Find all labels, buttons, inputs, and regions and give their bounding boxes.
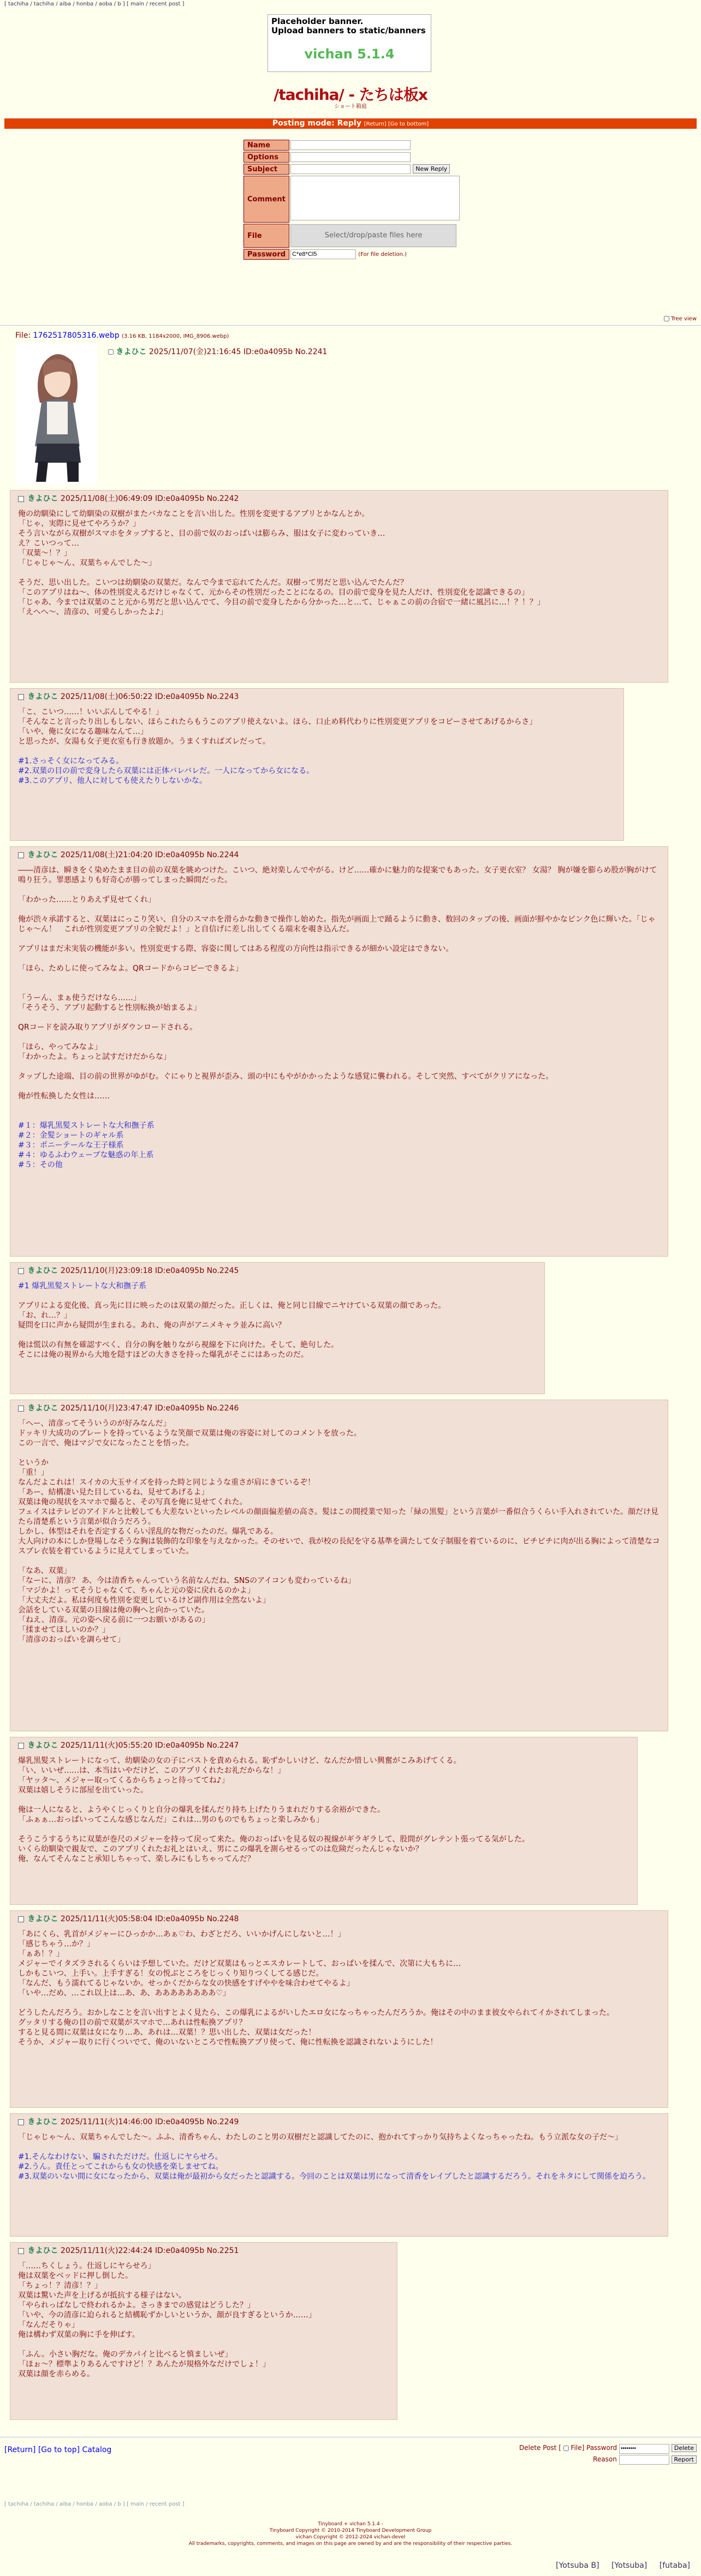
name-input[interactable] [290, 140, 411, 150]
reply-post [10, 688, 624, 841]
reply-body-line: #1.さっそく女になってみる。 [18, 757, 124, 766]
reply-body-line: 「やられっぱなしで終われるかよ。さっきまでの感覚はどうした？」 [18, 2301, 255, 2310]
posting-mode-bar [4, 118, 697, 129]
reply-body-line [18, 2340, 391, 2350]
reply-intro [18, 1741, 632, 1750]
reply-body-line [18, 746, 618, 756]
reply-body-line: 「ふん。小さい胸だな。俺のデカパイと比べると慎ましいぜ」 [18, 2350, 233, 2359]
reply-body-line: 「へー、清彦ってそういうのが好みなんだ」 [18, 1419, 171, 1428]
reply-post [10, 2113, 668, 2237]
reply-intro [18, 2117, 662, 2127]
reply-body-line: 「ちょっ！？清彦！？」 [18, 2281, 102, 2290]
reply-body-line: というか [18, 1459, 49, 1467]
reply-body-line: 「揉ませてほしいのか？」 [18, 1625, 110, 1634]
reply-body-line: と思ったが、女湯も女子更衣室も行き放題か。うまくすればズレだって。 [18, 737, 270, 746]
reply-post [10, 1737, 638, 1905]
reply-date: 2025/11/08(土)21:04:20 [60, 851, 153, 859]
reply-body-line [18, 1556, 662, 1566]
reply-poster-id[interactable]: ID:e0a4095b [155, 692, 205, 701]
catalog-link[interactable]: Catalog [82, 2446, 112, 2454]
op-poster-name: きよひこ [116, 348, 147, 356]
reply-post-number[interactable]: No.2245 [206, 1266, 239, 1275]
reply-poster-name: きよひこ [27, 1266, 58, 1275]
tree-view-checkbox[interactable] [664, 316, 669, 321]
reply-date: 2025/11/11(火)22:44:24 [60, 2246, 153, 2255]
reply-post-number[interactable]: No.2242 [206, 494, 239, 503]
reply-body-line: 大人向けの本にしか登場しなそうな胸は装飾的な印象を与えなかった。そのせいで、我が校の長紀を守る基準を満たして女子制服を着ているのに、ビチピチに肉が出る胸によって清楚なコスプレ衣装を着ているように見えてしまっていた。 [18, 1537, 660, 1556]
reply-body [18, 1419, 662, 1645]
reply-body-line: 「ほぉ〜？標準よりあるんですけど！？あんたが規格外なだけでしょ！」 [18, 2360, 270, 2369]
reply-body-line: 「ぁあ！？」 [18, 1950, 64, 1958]
reply-body-line: そこには俺の視界から大地を隠すほどの大きさを持った爆乳がそこにはあったのだ。 [18, 1350, 308, 1359]
reply-body-line: メジャーでイタズラされるくらいは予想していた。だけど双葉はもっとエスカレートして、おっぱいを揉んで、次第に大もちに… [18, 1959, 461, 1968]
reply-body-line: 双葉は嬉しそうに部屋を出ていった。 [18, 1786, 148, 1795]
reply-body-line: 「じゃじゃ〜ん、双葉ちゃんでした〜。ふふ、清香ちゃん、わたしのこと男の双樹だと認識してたのに、抱かれてすっかり気持ちよくなっちゃったね。もう立派な女の子だ〜」 [18, 2133, 623, 2142]
report-button[interactable]: Report [672, 2455, 697, 2464]
reply-body-line [18, 1330, 539, 1340]
reply-post-number[interactable]: No.2251 [206, 2246, 239, 2255]
reply-poster-id[interactable]: ID:e0a4095b [155, 1915, 205, 1923]
reply-body-line: 「こ、こいつ……！いいぶんしてやる！」 [18, 708, 163, 716]
reply-intro [18, 1403, 662, 1413]
reply-body-line: 「そうそう、アプリ起動すると性別転換が始まるよ」 [18, 1003, 201, 1012]
comment-label: Comment [243, 176, 289, 223]
reply-poster-name: きよひこ [27, 692, 58, 701]
reply-body-line: 「ふぁぁ…おっぱいってこんな感じなんだ」これは…男のものでもちょっと楽しみかも」 [18, 1815, 324, 1824]
reply-body-line: #１：爆乳黒髪ストレートな大和撫子系 [18, 1121, 155, 1130]
file-dropzone[interactable]: Select/drop/paste files here [290, 224, 456, 247]
reply-body-line: 俺、なんてそんなこと承知しちゃって、楽しみにもしちゃってんだ？ [18, 1855, 255, 1863]
banner-version: vichan 5.1.4 [304, 46, 395, 62]
reply-body-line: 「あにくら、乳首がメジャーにひっかか…あぁ♡わ、わざとだろ、いいかげんにしないと…！」 [18, 1930, 346, 1939]
reply-body-line: 「わかったよ。ちょっと試すだけだからな」 [18, 1053, 171, 1061]
reply-body-line: 「じゃ、実際に見せてやろうか？」 [18, 519, 140, 528]
reply-body-line: 「じゃじゃ〜ん、双葉ちゃんでした〜」 [18, 559, 156, 567]
reply-date: 2025/11/10(月)23:09:18 [60, 1266, 153, 1275]
file-label: File [243, 224, 289, 248]
banner-line-1: Placeholder banner. [271, 16, 364, 26]
reply-body-line [18, 2142, 662, 2152]
op-file-link[interactable]: 1762517805316.webp [33, 331, 120, 340]
reply-body-line: 俺が性転換した女性は…… [18, 1092, 110, 1101]
reply-body-line: #3.このアプリ、他人に対しても使えたりしないかな。 [18, 776, 207, 785]
reply-body-line: そうか、メジャー取りに行くついでて、俺のいないところで性転換アプリ使って、俺に性転換を認識されないようにした！ [18, 2038, 438, 2047]
reply-post-number[interactable]: No.2248 [206, 1915, 239, 1923]
reply-poster-name: きよひこ [27, 1915, 58, 1923]
posting-mode-label: Posting mode: Reply [272, 119, 361, 128]
reply-delete-checkbox[interactable] [18, 2119, 24, 2125]
op-post-date: 2025/11/07(金)21:16:45 [148, 348, 241, 356]
reply-delete-checkbox[interactable] [18, 694, 24, 700]
reply-post [10, 490, 668, 683]
reply-body-line: 「このアプリはね〜、体の性別変えるだけじゃなくて、元からその性別だったことになるの。目の前で変身を見た人だけ、性別変化を認識できるの」 [18, 588, 530, 597]
tree-view-toggle[interactable] [664, 316, 697, 322]
delete-password-input[interactable] [619, 2444, 669, 2454]
reply-delete-checkbox[interactable] [18, 1916, 24, 1922]
reply-body-line: #2.双葉の目の前で変身したら双葉には正体バレバレだ。一人になってから女になる。 [18, 767, 314, 775]
reply-post [10, 1400, 668, 1731]
post-form [242, 139, 461, 261]
reply-body-line: 「えへへ〜、清彦の、可愛らしかったよ♪」 [18, 608, 168, 617]
reply-body-line: 「い、いいぜ……は、本当はいやだけど、このアプリくれたお礼だからな！」 [18, 1766, 286, 1775]
reply-body-line: 「お、れ…？」 [18, 1311, 72, 1320]
options-input[interactable] [290, 152, 411, 162]
reply-body-line: そうこうするうちに双葉が巻尺のメジャーを持って戻って来た。俺のおっぱいを見る奴の視線がギラギラして、股間がグレテント張ってる気がした。 [18, 1835, 530, 1844]
reply-body-line: 「ヤッタ〜、メジャー取ってくるからちょっと待っててね♪」 [18, 1776, 229, 1785]
name-label: Name [243, 140, 289, 151]
op-post-number[interactable]: No.2241 [295, 348, 328, 356]
reply-body-line: そう言いながら双樹がスマホをタップすると、目の前で奴のおっぱいは膨らみ、服は女子に変わっていき… [18, 529, 385, 538]
op-file-meta: (3.16 KB, 1184x2000, IMG_8906.webp) [122, 333, 229, 339]
reply-delete-checkbox[interactable] [18, 1406, 24, 1412]
reply-body-line: 「いや…だめ、…これ以上は…あ、あ、ああああああああ♡」 [18, 1989, 230, 1998]
delete-post-label: Delete Post [ [519, 2444, 561, 2452]
op-delete-checkbox[interactable] [108, 349, 114, 355]
reply-poster-name: きよひこ [27, 851, 58, 859]
tree-view-label: Tree view [670, 316, 697, 322]
reply-body-line: 会話をしている双葉の目線は俺の胸へと向かっていた。 [18, 1606, 209, 1615]
reply-body-line [18, 1013, 662, 1023]
reply-body-line: 「なーに、清彦？ あ、今は清香ちゃんっていう名前なんだね、SNSのアイコンも変わっているね」 [18, 1576, 356, 1585]
reply-post [10, 1262, 545, 1394]
reply-body [18, 1281, 539, 1360]
reply-post-number[interactable]: No.2246 [206, 1404, 239, 1413]
reply-post-number[interactable]: No.2243 [206, 692, 239, 701]
reply-body-line: 「感じちゃう…か？」 [18, 1940, 94, 1949]
op-thumbnail[interactable] [15, 343, 97, 485]
reply-date: 2025/11/11(火)14:46:00 [60, 2118, 153, 2126]
reply-body-line: 爆乳黒髪ストレートになって、幼馴染の女の子にバストを責められる。恥ずかしいけど、なんだか惜しい興奮がこみあげてくる。 [18, 1756, 461, 1765]
op-file-info [15, 331, 229, 340]
style-link-futaba[interactable]: [futaba] [659, 2561, 690, 2570]
reply-delete-checkbox[interactable] [18, 2248, 24, 2254]
boardlist-bottom[interactable]: [ tachiha / tachiha / aiba / honba / aoba / b ] [ main / recent post ] [4, 2501, 185, 2507]
return-link[interactable]: [Return] [364, 121, 387, 127]
reply-body-line: 双葉は驚いた声を上げるが抵抗する様子はない。 [18, 2291, 186, 2300]
reply-body-line [18, 1081, 662, 1091]
reply-body-line [18, 1825, 632, 1834]
reply-date: 2025/11/08(土)06:50:22 [60, 692, 153, 701]
reply-post-number[interactable]: No.2244 [206, 851, 239, 859]
reply-date: 2025/11/08(土)06:49:09 [60, 494, 153, 503]
reply-body [18, 707, 618, 786]
reply-body-line: 俺は一人になると、ようやくじっくりと自分の爆乳を揉んだり持ち上げたりうまれだりする余裕ができた。 [18, 1806, 385, 1814]
reply-poster-name: きよひこ [27, 2118, 58, 2126]
reply-body-line: 「あー、結構凄い見た目しているね、見せてあげるよ」 [18, 1488, 209, 1497]
reply-body-line: 俺の幼馴染にして幼馴染の双樹がまたバカなことを言い出した。性別を変更するアプリとかなんとか。 [18, 510, 370, 518]
reply-post [10, 2242, 397, 2420]
reply-body-line: #５：その他 [18, 1161, 63, 1169]
style-link-yotsuba-b[interactable]: [Yotsuba B] [556, 2561, 599, 2570]
reply-body-line: すると見る間に双葉は女になり…あ、あれは…双葉！？思い出した、双葉は女だった！ [18, 2028, 316, 2037]
reply-body-line: #3.双葉のいない間に女になったから、双葉は俺が最初から女だったと認識する。今回のことは双葉は男になって清香をレイプしたと認識するだろう。それをネタにして関係を迫ろう。 [18, 2172, 650, 2181]
reply-poster-id[interactable]: ID:e0a4095b [155, 1404, 205, 1413]
reply-body-line [18, 1448, 662, 1458]
style-links [546, 2561, 690, 2570]
reply-body-line [18, 1291, 539, 1301]
reply-body-line: #1 爆乳黒髪ストレートな大和撫子系 [18, 1282, 147, 1290]
reply-body-line [18, 983, 662, 993]
footer-line-4: All trademarks, copyrights, comments, and images on this page are owned by and are the responsibility of their respective parties. [188, 2541, 513, 2547]
reason-input[interactable] [619, 2455, 669, 2465]
reply-poster-id[interactable]: ID:e0a4095b [155, 2118, 205, 2126]
reply-body-line: ドッキリ大成功のプレートを持っているような笑顔で双葉は俺の容姿に対してのコメントを放った。 [18, 1429, 361, 1438]
reply-body-line [18, 1111, 662, 1121]
footer-line-1: Tinyboard + vichan 5.1.4 - [318, 2521, 383, 2527]
reply-body-line: 「重！」 [18, 1468, 49, 1477]
reply-body-line [18, 885, 662, 895]
reply-body-line: 「わかった……とりあえず見せてくれ」 [18, 895, 156, 904]
banner-line-2: Upload banners to static/banners [271, 26, 426, 35]
reply-body-line: 「なんだ、もう濡れてるじゃないか。せっかくだからな女の快感をすげややを味合わせてやるよ」 [18, 1979, 354, 1988]
reply-body-line: 俺は慌以の有無を確認すべく、自分の胸を触りながら視線を下に向けた。そして、絶句した。 [18, 1341, 339, 1349]
reply-intro [18, 1914, 662, 1924]
reply-poster-name: きよひこ [27, 494, 58, 503]
reply-body-line: #４：ゆるふわウェーブな魅惑の年上系 [18, 1151, 154, 1160]
delete-button[interactable]: Delete [672, 2444, 697, 2452]
reply-intro [18, 692, 618, 702]
reply-body-line: ――清彦は、瞬きをく染めたまま目の前の双葉を眺めつけた。こいつ、絶対楽しんでやがる。けど……確かに魅力的な提案でもあった。女子更衣室？ 女湯？ 胸が嫌を膨らめ股が胸がけて鳴り狂う。罪悪感よりも好奇心が勝ってしまった瞬間だった。 [18, 866, 657, 884]
reply-body-line [18, 973, 662, 983]
bottom-return-link[interactable]: [Return] [4, 2446, 36, 2454]
reply-date: 2025/11/11(火)05:55:20 [60, 1741, 153, 1750]
reply-body-line: なんだよこれは！スイカの大玉サイズを持った時と同じような重さが肩にきているぞ！ [18, 1478, 316, 1487]
reply-body-line: しかし、体型はそれを否定するくらい淫乱的な物だったのだ。爆乳である。 [18, 1527, 278, 1536]
reply-delete-checkbox[interactable] [18, 852, 24, 858]
footer [0, 2521, 701, 2547]
reply-body-line: QRコードを読み取りアプリがダウンロードされる。 [18, 1023, 198, 1032]
subject-input[interactable] [290, 164, 411, 174]
reply-body-line: 「なあ、双葉」 [18, 1567, 72, 1575]
reply-body-line: #３：ポニーテールな王子様系 [18, 1141, 124, 1150]
reply-body [18, 865, 662, 1170]
reply-body-line [18, 1032, 662, 1042]
reply-body-line: グッタリする俺の目の前で双葉がスマホで…あれは性転換アプリ？ [18, 2018, 247, 2027]
reply-body-line: #2.うん。責任とってこれからも女の快感を楽しませてね。 [18, 2162, 223, 2171]
reply-body-line: 「ねえ、清彦。元の姿へ戻る前に一つお願いがあるの」 [18, 1616, 210, 1624]
reply-body-line: 「ほら、ためしに使ってみなよ。QRコードからコピーできるよ」 [18, 964, 243, 973]
op-poster-id[interactable]: ID:e0a4095b [243, 348, 293, 356]
reply-poster-id[interactable]: ID:e0a4095b [155, 851, 205, 859]
reply-body [18, 2261, 391, 2379]
file-password-label: File] Password [571, 2444, 617, 2452]
reply-post-number[interactable]: No.2247 [206, 1741, 239, 1750]
reply-body-line: タップした途端、目の前の世界がゆがむ。ぐにゃりと視界が歪み、頭の中にもやがかかったような感覚に襲われる。そして突然、すべてがクリアになった。 [18, 1072, 554, 1081]
reply-intro [18, 494, 662, 504]
reason-label: Reason [593, 2455, 617, 2463]
reply-body-line: 疑問を口に声から疑問が生まれる。あれ、俺の声がアニメキャラ並みに高い？ [18, 1321, 286, 1330]
reply-intro [18, 850, 662, 860]
subject-label: Subject [243, 164, 289, 175]
reply-body-line: 「双葉〜！？」 [18, 549, 72, 558]
reply-body-line: 俺は双葉をベッドに押し倒した。 [18, 2272, 133, 2280]
reply-body-line [18, 1101, 662, 1111]
go-to-top-link[interactable]: [Go to top] [38, 2446, 80, 2454]
reply-body-line: そうだ、思い出した。こいつは幼馴染の双葉だ。なんで今まで忘れてたんだ。双樹って男だと思い込んでたんだ？ [18, 578, 408, 587]
reply-body-line [18, 1998, 662, 2008]
reply-delete-checkbox[interactable] [18, 496, 24, 502]
reply-body-line: 「じゃあ、今までは双葉のこと元から男だと思い込んでて、今目の前で変身したから分かった…と…て、じゃぁこの前の合宿で一緒に風呂に…！？！？」 [18, 598, 545, 607]
reply-delete-checkbox[interactable] [18, 1743, 24, 1749]
op-file-label: File: [15, 331, 31, 340]
reply-body-line: え？こいつって… [18, 539, 79, 548]
go-to-bottom-link[interactable]: [Go to bottom] [388, 121, 429, 127]
reply-body-line: 「うーん、まぁ使うだけなら……」 [18, 994, 141, 1002]
reply-body-line: いくら幼馴染で親友で、このアプリくれたお礼とはいえ、男にこの爆乳を測らせるってのは危険だったんじゃないか？ [18, 1845, 423, 1854]
reply-post [10, 1910, 668, 2108]
reply-post [10, 846, 668, 1257]
separator [0, 325, 701, 326]
reply-body [18, 1929, 662, 2047]
reply-body-line: 「いや、今の清彦に迫られると結構恥ずかしいというか、顔が良すぎるというか……」 [18, 2311, 316, 2320]
reply-body-line [18, 934, 662, 944]
reply-body-line: この一言で、俺はマジで女になったことを悟った。 [18, 1439, 194, 1448]
reply-poster-id[interactable]: ID:e0a4095b [155, 494, 205, 503]
reply-date: 2025/11/11(火)05:58:04 [60, 1915, 153, 1923]
reply-body-line: 双葉は俺の現状をスマホで撮ると、その写真を俺に見せてくれた。 [18, 1498, 247, 1507]
op-post-intro [108, 346, 327, 357]
reply-body-line: 「清彦のおっぱいを調らせて」 [18, 1635, 125, 1644]
reply-delete-checkbox[interactable] [18, 1268, 24, 1274]
board-title: /tachiha/ - たちは板x [274, 86, 427, 104]
reply-poster-name: きよひこ [27, 1404, 58, 1413]
reply-body-line: #1.そんなわけない、騙されただけだ。仕返しにヤらせろ。 [18, 2153, 223, 2161]
reply-intro [18, 2246, 391, 2256]
banner [268, 14, 431, 72]
reply-body-line [18, 954, 662, 964]
reply-body-line: 「……ちくしょう。仕返しにヤらせろ」 [18, 2262, 156, 2270]
reply-body-line: アプリによる変化後、真っ先に目に映ったのは双葉の顔だった。正しくは、俺と同じ目線でニヤけている双葉の顔であった。 [18, 1301, 446, 1310]
password-label: Password [243, 249, 289, 260]
reply-body [18, 509, 662, 617]
reply-body-line: #２：金髪ショートのギャル系 [18, 1131, 124, 1140]
new-reply-button[interactable]: New Reply [413, 164, 450, 174]
reply-intro [18, 1266, 539, 1276]
reply-body-line: 「マジかよ！ってそうじゃなくて、ちゃんと元の姿に戻れるのかよ」 [18, 1586, 255, 1595]
reply-body [18, 1756, 632, 1864]
comment-textarea[interactable] [290, 176, 460, 220]
reply-poster-id[interactable]: ID:e0a4095b [155, 1741, 205, 1750]
reply-date: 2025/11/10(月)23:47:47 [60, 1404, 153, 1413]
password-hint: (For file deletion.) [358, 252, 407, 258]
reply-poster-id[interactable]: ID:e0a4095b [155, 2246, 205, 2255]
reply-body-line: 俺が渋々承諾すると、双葉はにっこり笑い、自分のスマホを滑らかな動きで操作し始めた。指先が画面上で踊るように動き、数回のタップの後、画面が鮮やかなピンク色に輝いた。「じゃじゃ〜ん！ これが性別変更アプリの全貌だよ！」と自信げに差し出してくる端末を覗き込んだ。 [18, 915, 656, 934]
bottom-navigation [4, 2446, 111, 2454]
options-label: Options [243, 152, 289, 163]
delete-report-form [519, 2442, 697, 2465]
reply-body-line [18, 905, 662, 915]
style-link-yotsuba[interactable]: [Yotsuba] [611, 2561, 647, 2570]
reply-body-line: 俺は構わず双葉の胸に手を伸ばす。 [18, 2330, 140, 2339]
reply-post-number[interactable]: No.2249 [206, 2118, 239, 2126]
password-input[interactable] [290, 249, 356, 259]
reply-body-line: 「なんだそりゃ」 [18, 2321, 79, 2329]
reply-body-line: 「いや、俺に女になる趣味なんて…」 [18, 727, 148, 736]
reply-poster-name: きよひこ [27, 1741, 58, 1750]
reply-body-line [18, 1795, 632, 1805]
reply-body-line: アプリはまだ未実装の機能が多い。性別変更する際、容姿に関してはある程度の方向性は指示できるが細かい設定はできない。 [18, 945, 454, 953]
reply-body-line [18, 1062, 662, 1072]
delete-file-checkbox[interactable] [563, 2446, 569, 2451]
reply-body-line [18, 568, 662, 578]
reply-body-line: 「大丈夫だよ。私は何度も性別を変更しているけど副作用は全然ないよ」 [18, 1596, 270, 1605]
board-subtitle: ショート箱庭 [334, 104, 367, 110]
reply-poster-id[interactable]: ID:e0a4095b [155, 1266, 205, 1275]
reply-poster-name: きよひこ [27, 2246, 58, 2255]
footer-line-2: Tinyboard Copyright © 2010-2014 Tinyboard Development Group [269, 2528, 432, 2533]
reply-body-line: どうしたんだろう。おかしなことを言い出すとよく見たら、この爆乳によるがいしたエロ女になっちゃったんだろうか。俺はその中のまま彼女やられてイかされてしまった。 [18, 2009, 614, 2017]
reply-body-line: 「ほら、やってみなよ」 [18, 1043, 102, 1051]
boardlist-top[interactable]: [ tachiha / tachiha / aiba / honba / aoba / b ] [ main / recent post ] [4, 1, 185, 7]
reply-body-line: 双葉は顔を赤らめる。 [18, 2370, 94, 2378]
reply-body-line: 「そんなこと言ったり出しもしない、ほらこれたらもうこのアプリ使えないよ。ほら、口止め料代わりに性別変更アプリをコピーさせてあげるからさ」 [18, 718, 537, 726]
reply-body-line: フェイスはテレビのアイドルと比較しても大差ないといったレベルの顔面偏差値の高さ。髪はこの間授業で知った「緑の黒髪」という言葉が一番似合うくらい手入れされていた。顔だけ見たら清楚系という言葉が似合うだろう。 [18, 1508, 659, 1526]
reply-body-line: しかもこいつ、上手い。上手すぎる！女の悦ぶところをじっくり知りつくしてる感じだ。 [18, 1969, 324, 1978]
footer-line-3: vichan Copyright © 2012-2024 vichan-devel [295, 2535, 406, 2540]
reply-body [18, 2132, 662, 2181]
